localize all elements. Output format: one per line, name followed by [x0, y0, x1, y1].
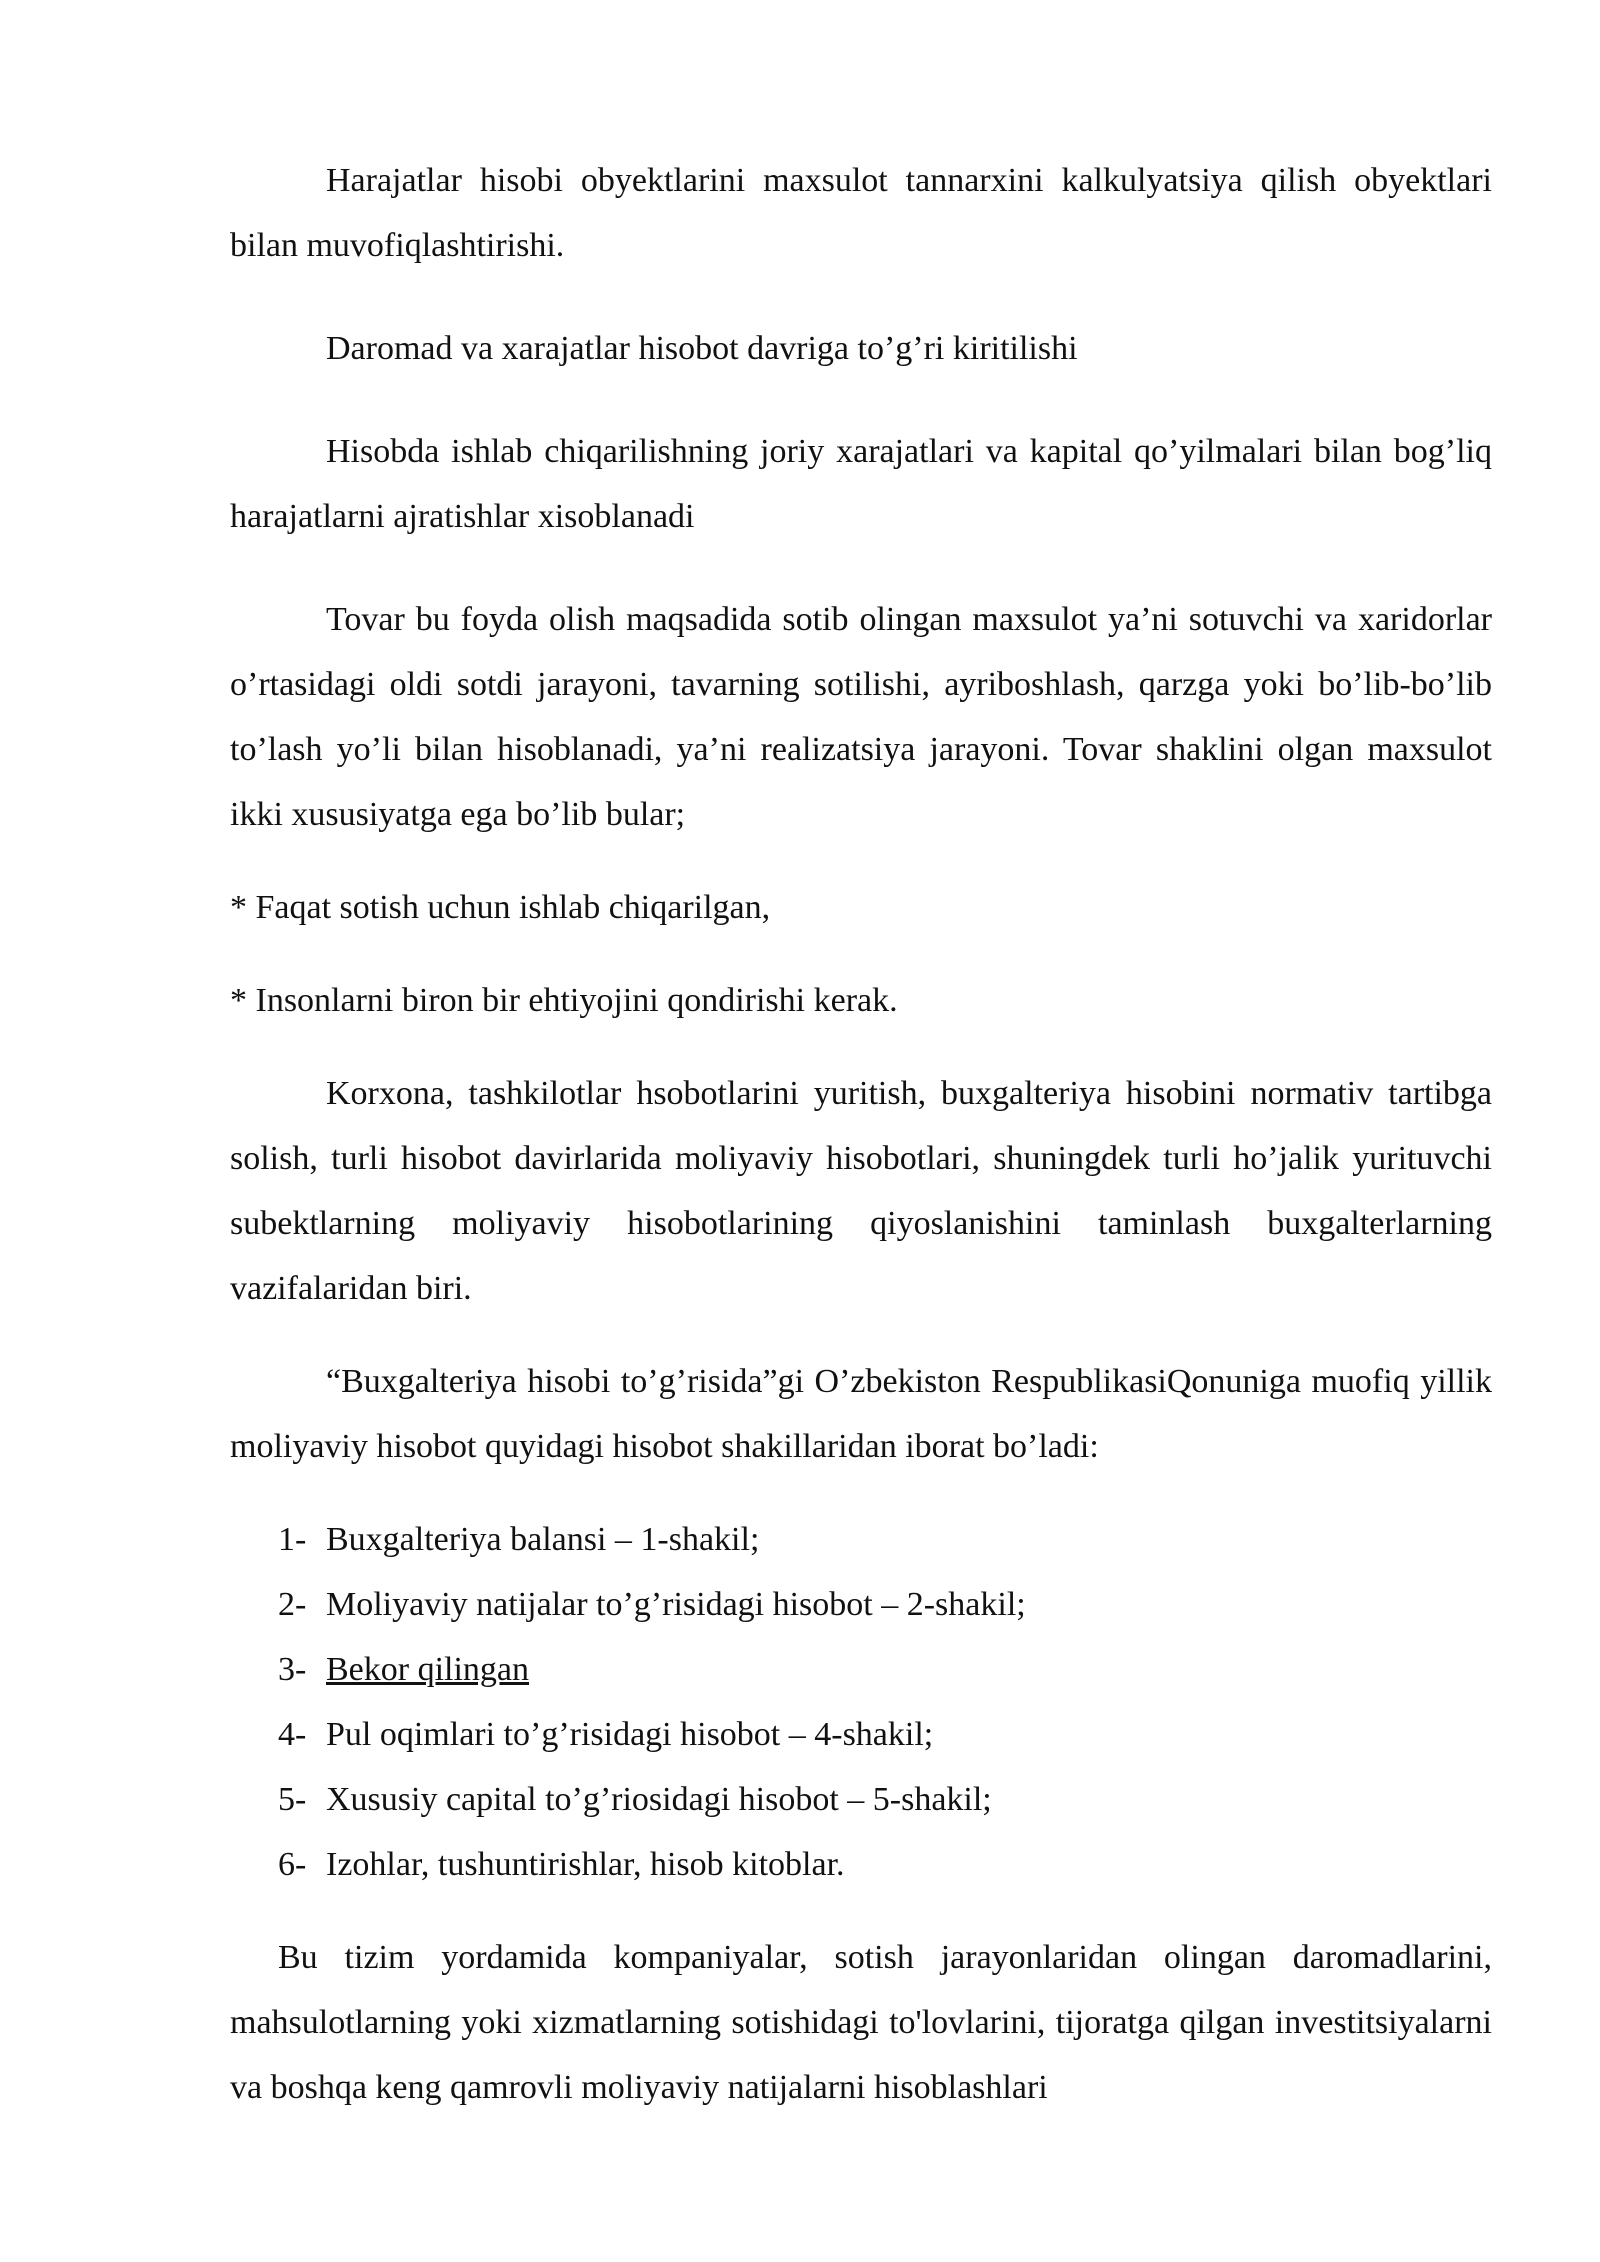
paragraph-tovar: Tovar bu foyda olish maqsadida sotib olingan maxsulot ya’ni sotuvchi va xaridorlar o’rtasidagi oldi sotdi jarayoni, tavarning sotilishi, ayriboshlash, qarzga yoki bo’lib-bo’lib to’lash yo’li bilan hisoblanadi, ya’ni realizatsiya jarayoni. Tovar shaklini olgan maxsulot ikki xususiyatga ega bo’lib bular; [230, 601, 1492, 833]
paragraph-law: “Buxgalteriya hisobi to’g’risida”gi O’zbekiston RespublikasiQonuniga muofiq yillik moliyaviy hisobot quyidagi hisobot shakillaridan iborat bo’ladi: [230, 1363, 1492, 1465]
list-text: Pul oqimlari to’g’risidagi hisobot – 4-shakil; [326, 1716, 934, 1753]
list-item [230, 1572, 1492, 1637]
paragraph-final: Bu tizim yordamida kompaniyalar, sotish jarayonlaridan olingan daromadlarini, mahsulotlarning yoki xizmatlarning sotishidagi to'lovlarini, tijoratga qilgan investitsiyalarni va boshqa keng qamrovli moliyaviy natijalarni hisoblashlari [230, 1939, 1492, 2106]
list-number: 3- [278, 1651, 307, 1688]
paragraph-korxona: Korxona, tashkilotlar hsobotlarini yuritish, buxgalteriya hisobini normativ tartibga solish, turli hisobot davirlarida moliyaviy hisobotlari, shuningdek turli ho’jalik yurituvchi subektlarning moliyaviy hisobotlarining qiyoslanishini taminlash buxgalterlarning vazifalaridan biri. [230, 1075, 1492, 1307]
list-item [230, 1507, 1492, 1572]
list-item [230, 1702, 1492, 1767]
list-number: 4- [278, 1716, 307, 1753]
document-page [230, 148, 1492, 2120]
list-item [230, 1637, 1492, 1702]
list-number: 5- [278, 1781, 307, 1818]
list-text: Izohlar, tushuntirishlar, hisob kitoblar. [326, 1846, 845, 1883]
paragraph-income-period: Daromad va xarajatlar hisobot davriga to’g’ri kiritilishi [326, 330, 1078, 367]
list-number: 2- [278, 1586, 307, 1623]
bullet-item: * Faqat sotish uchun ishlab chiqarilgan, [230, 889, 771, 926]
list-text: Xususiy capital to’g’riosidagi hisobot – 5-shakil; [326, 1781, 992, 1818]
list-text-cancelled: Bekor qilingan [326, 1651, 530, 1688]
list-number: 6- [278, 1846, 307, 1883]
paragraph-cost-objects: Harajatlar hisobi obyektlarini maxsulot tannarxini kalkulyatsiya qilish obyektlari bilan muvofiqlashtirishi. [230, 162, 1492, 264]
list-item [230, 1767, 1492, 1832]
list-text: Buxgalteriya balansi – 1-shakil; [326, 1521, 760, 1558]
paragraph-current-costs: Hisobda ishlab chiqarilishning joriy xarajatlari va kapital qo’yilmalari bilan bog’liq harajatlarni ajratishlar xisoblanadi [230, 433, 1492, 535]
report-forms-list [230, 1507, 1492, 1897]
list-text: Moliyaviy natijalar to’g’risidagi hisobot – 2-shakil; [326, 1586, 1026, 1623]
list-item [230, 1832, 1492, 1897]
bullet-item: * Insonlarni biron bir ehtiyojini qondirishi kerak. [230, 982, 898, 1019]
list-number: 1- [278, 1521, 307, 1558]
